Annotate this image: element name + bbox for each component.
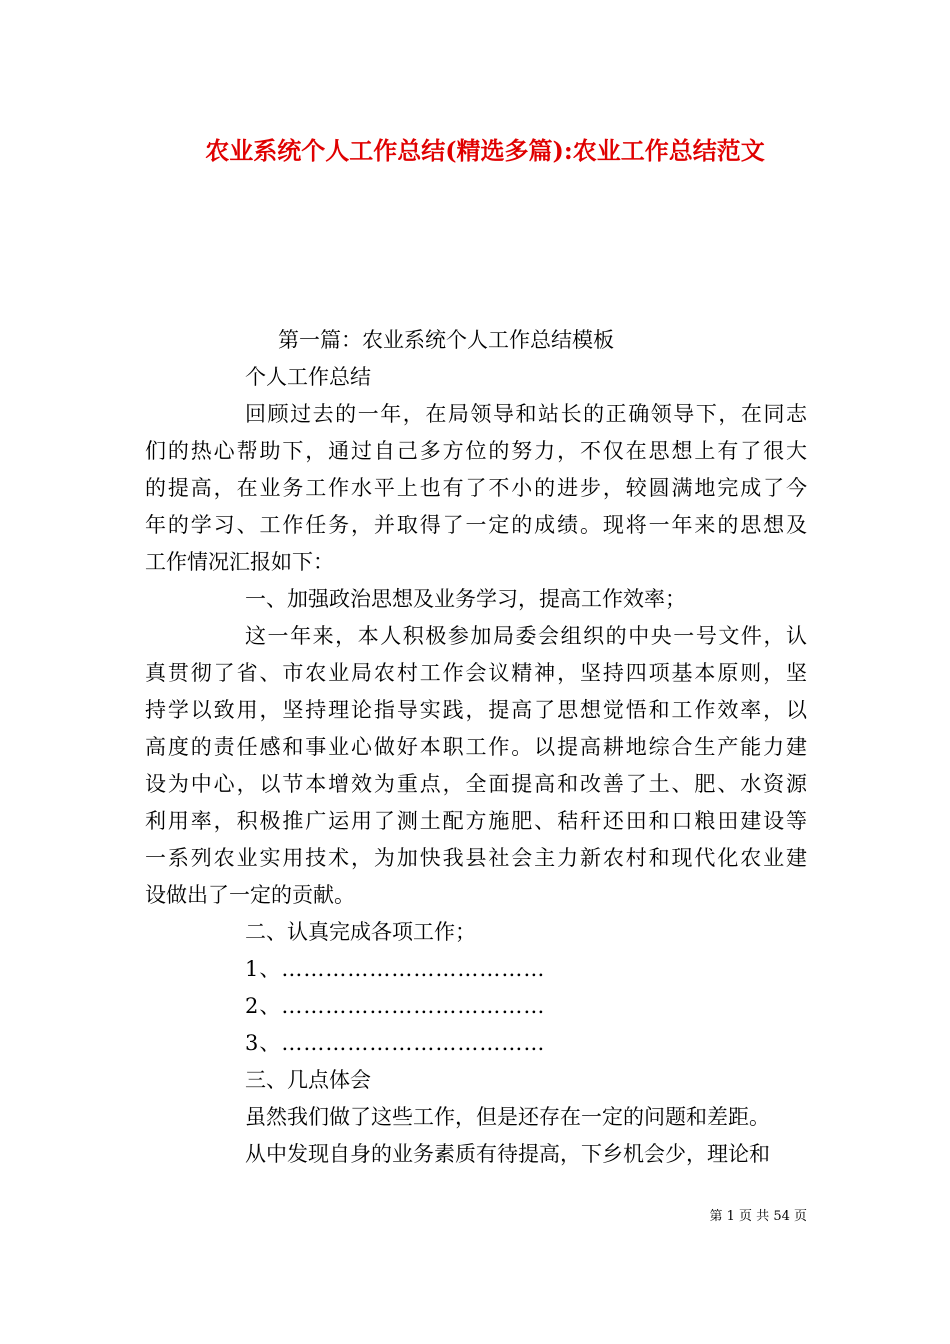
paragraph-line: 设为中心，以节本增效为重点，全面提高和改善了土、肥、水资源 bbox=[145, 772, 807, 796]
paragraph-line: 工作情况汇报如下： bbox=[145, 550, 334, 574]
item-heading: 二、认真完成各项工作； bbox=[245, 920, 476, 944]
list-item: 3、……………………………… bbox=[245, 1031, 546, 1055]
paragraph-line: 这一年来，本人积极参加局委会组织的中央一号文件，认 bbox=[245, 624, 807, 648]
paragraph-line: 们的热心帮助下，通过自己多方位的努力，不仅在思想上有了很大 bbox=[145, 439, 807, 463]
document-body bbox=[145, 322, 807, 1173]
paragraph-line: 的提高，在业务工作水平上也有了不小的进步，较圆满地完成了今 bbox=[145, 476, 807, 500]
paragraph-line: 利用率，积极推广运用了测土配方施肥、秸秆还田和口粮田建设等 bbox=[145, 809, 807, 833]
section-heading: 第一篇：农业系统个人工作总结模板 bbox=[278, 328, 614, 352]
page-number: 第 1 页 共 54 页 bbox=[709, 1209, 807, 1224]
subtitle-line: 个人工作总结 bbox=[245, 365, 371, 389]
paragraph-line: 一系列农业实用技术，为加快我县社会主力新农村和现代化农业建 bbox=[145, 846, 807, 870]
item-heading: 三、几点体会 bbox=[245, 1068, 371, 1092]
paragraph-line: 设做出了一定的贡献。 bbox=[145, 883, 355, 907]
paragraph-line: 年的学习、工作任务，并取得了一定的成绩。现将一年来的思想及 bbox=[145, 513, 807, 537]
paragraph-line: 持学以致用，坚持理论指导实践，提高了思想觉悟和工作效率，以 bbox=[145, 698, 807, 722]
list-item: 2、……………………………… bbox=[245, 994, 546, 1018]
paragraph-line: 从中发现自身的业务素质有待提高，下乡机会少，理论和 bbox=[245, 1142, 770, 1166]
document-title: 农业系统个人工作总结(精选多篇):农业工作总结范文 bbox=[205, 136, 765, 165]
paragraph-line: 高度的责任感和事业心做好本职工作。以提高耕地综合生产能力建 bbox=[145, 735, 807, 759]
paragraph-line: 真贯彻了省、市农业局农村工作会议精神，坚持四项基本原则，坚 bbox=[145, 661, 807, 685]
paragraph-line: 回顾过去的一年，在局领导和站长的正确领导下，在同志 bbox=[245, 402, 807, 426]
item-heading: 一、加强政治思想及业务学习，提高工作效率； bbox=[245, 587, 686, 611]
list-item: 1、……………………………… bbox=[245, 957, 546, 981]
paragraph-line: 虽然我们做了这些工作，但是还存在一定的问题和差距。 bbox=[245, 1105, 770, 1129]
